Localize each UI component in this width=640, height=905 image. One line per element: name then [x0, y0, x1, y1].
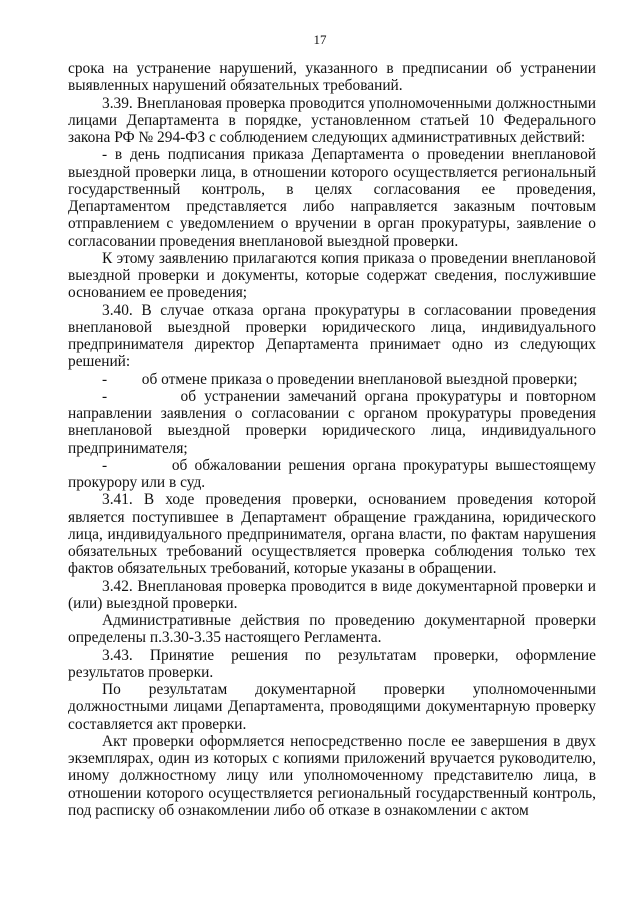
document-body: [68, 60, 596, 819]
paragraph-3-39: 3.39. Внеплановая проверка проводится уполномоченными должностными лицами Департамента в порядке, установленном статьей 10 Федерального закона РФ № 294-ФЗ с соблюдением следующих административных действий:: [68, 94, 596, 146]
paragraph-continuation: срока на устранение нарушений, указанного в предписании об устранении выявленных нарушений обязательных требований.: [68, 60, 596, 95]
paragraph-3-41: 3.41. В ходе проведения проверки, основанием проведения которой является поступившее в Департамент обращение гражданина, юридического лица, индивидуального предпринимателя, органа власти, по фактам нарушения обязательных требований осуществляется проверка соблюдения только тех фактов обязательных требований, которые указаны в обращении.: [68, 491, 596, 578]
paragraph-dash-prosecutor-notice: - в день подписания приказа Департамента о проведении внеплановой выездной проверки лица, в отношении которого осуществляется региональный государственный контроль, в целях согласования ее проведения, Департаментом представляется либо направляется заказным почтовым отправлением с уведомлением о вручении в орган прокуратуры, заявление о согласовании проведения внеплановой выездной проверки.: [68, 146, 596, 250]
page-number: 17: [313, 32, 327, 47]
list-item-appeal: - об обжаловании решения органа прокуратуры вышестоящему прокурору или в суд.: [68, 456, 596, 491]
list-item-cancel-order: - об отмене приказа о проведении внеплановой выездной проверки;: [102, 370, 578, 388]
paragraph-attachments: К этому заявлению прилагаются копия приказа о проведении внеплановой выездной проверки и документы, которые содержат сведения, послужившие основанием ее проведения;: [68, 249, 596, 302]
paragraph-results: По результатам документарной проверки уполномоченными должностными лицами Департамента, проводящими документарную проверку составляется акт проверки.: [68, 681, 596, 733]
paragraph-3-43: 3.43. Принятие решения по результатам проверки, оформление результатов проверки.: [68, 646, 596, 681]
paragraph-admin-actions: Административные действия по проведению документарной проверки определены п.3.30-3.35 настоящего Регламента.: [68, 612, 596, 647]
paragraph-act: Акт проверки оформляется непосредственно после ее завершения в двух экземплярах, один из которых с копиями приложений вручается руководителю, иному должностному лицу или уполномоченному представителю лица, в отношении которого осуществляется региональный государственный контроль, под расписку об ознакомлении либо об отказе в ознакомлении с актом: [68, 732, 596, 819]
paragraph-3-42: 3.42. Внеплановая проверка проводится в виде документарной проверки и (или) выездной проверки.: [68, 577, 596, 612]
list-item-fix-remarks: - об устранении замечаний органа прокуратуры и повторном направлении заявления о согласовании с органом прокуратуры проведения внеплановой выездной проверки юридического лица, индивидуального предпринимателя;: [68, 387, 596, 457]
paragraph-3-40: 3.40. В случае отказа органа прокуратуры в согласовании проведения внеплановой выездной проверки юридического лица, индивидуального предпринимателя директор Департамента принимает одно из следующих решений:: [68, 301, 596, 371]
